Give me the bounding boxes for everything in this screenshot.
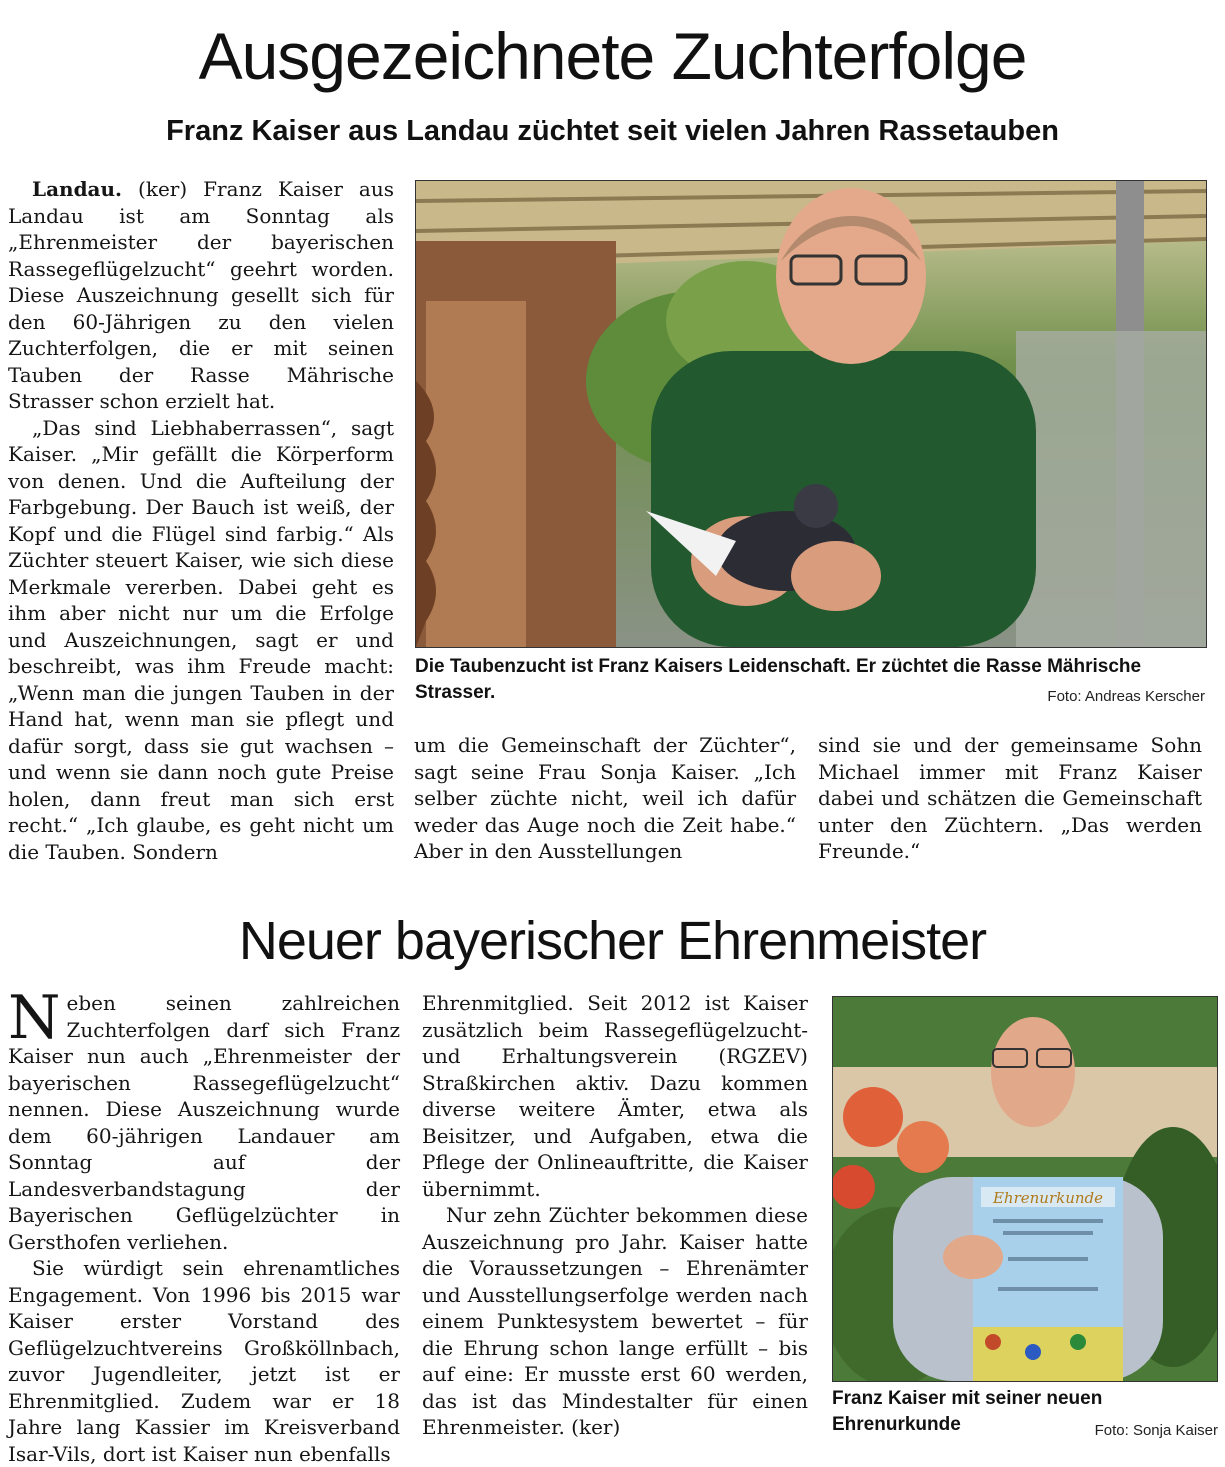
certificate-title: Ehrenurkunde <box>992 1189 1104 1207</box>
article2-photo <box>832 996 1218 1382</box>
article2-paragraph-3: Ehrenmitglied. Seit 2012 ist Kaiser zusätzlich beim Rassegeflügelzucht- und Erhaltungsverein (RGZEV) Straßkirchen aktiv. Dazu kommen diverse weitere Ämter, etwa als Beisitzer, und Aufgaben, etwa die Pflege der Onlineauftritte, die Kaiser übernimmt. <box>422 991 808 1201</box>
article1-column-1 <box>8 176 394 865</box>
article1-column-2 <box>414 732 796 865</box>
article2-headline: Neuer bayerischer Ehrenmeister <box>238 911 987 971</box>
pigeon-breeder-photo <box>416 181 1206 647</box>
certificate-holder-photo <box>833 997 1217 1381</box>
article2-column-2 <box>422 990 808 1441</box>
article2-paragraph-1: eben seinen zahlreichen Zuchterfolgen darf sich Franz Kaiser nun auch „Ehrenmeister der bayerischen Rassegeflügelzucht“ nennen. Diese Auszeichnung wurde dem 60-jährigen Landauer am Sonntag auf der Landesverbandstagung der Bayerischen Geflügelzüchter in Gersthofen verliehen. <box>8 991 400 1254</box>
article2-paragraph-2: Sie würdigt sein ehrenamtliches Engagement. Von 1996 bis 2015 war Kaiser erster Vorstand des Geflügelzuchtvereins Großköllnbach, zuvor Jugendleiter, jetzt ist er Ehrenmitglied. Zudem war er 18 Jahre lang Kassier im Kreisverband Isar-Vils, dort ist Kaiser nun ebenfalls <box>8 1256 400 1466</box>
article1-subheadline: Franz Kaiser aus Landau züchtet seit vielen Jahren Rassetauben <box>166 115 1059 147</box>
article1-photo <box>415 180 1207 648</box>
article1-paragraph-2: „Das sind Liebhaberrassen“, sagt Kaiser. „Mir gefällt die Körperform von denen. Und die Aufteilung der Farbgebung. Der Bauch ist weiß, der Kopf und die Flügel sind farbig.“ Als Züchter steuert Kaiser, wie sich diese Merkmale vererben. Dabei geht es ihm aber nicht nur um die Erfolge und Auszeichnungen, sagt er und beschreibt, was ihm Freude macht: „Wenn man die jungen Tauben in der Hand hat, wenn man sie pflegt und dafür sorgt, dass sie gut wachsen – und wenn sie dann noch gute Preise holen, dann freut man sich erst recht.“ „Ich glaube, es geht nicht um die Tauben. Sondern <box>8 415 394 864</box>
article1-photo-credit: Foto: Andreas Kerscher <box>1047 688 1205 705</box>
article2-photo-credit: Foto: Sonja Kaiser <box>1094 1422 1218 1439</box>
article2-signoff: (ker) <box>571 1415 621 1439</box>
article2-column-1 <box>8 983 400 1467</box>
article1-photo-caption: Die Taubenzucht ist Franz Kaisers Leidenschaft. Er züchtet die Rasse Mährische Strasser. <box>415 656 1142 703</box>
article1-dateline: Landau. <box>32 177 123 201</box>
article2-paragraph-4: Nur zehn Züchter bekommen diese Auszeichnung pro Jahr. Kaiser hatte die Voraussetzungen – Ehrenämter und Ausstellungserfolge werden nach einem Punktesystem bewertet – für die Ehrung schon lange erfüllt – bis auf eine: Er musste erst 60 werden, das ist das Mindestalter für einen Ehrenmeister. (ker) <box>422 1203 808 1439</box>
article2-dropcap: N <box>8 983 61 1053</box>
article1-paragraph-3: um die Gemeinschaft der Züchter“, sagt seine Frau Sonja Kaiser. „Ich selber züchte nicht, weil ich dafür weder das Auge noch die Zeit habe.“ Aber in den Ausstellungen <box>414 733 796 863</box>
article1-paragraph-4: sind sie und der gemeinsame Sohn Michael immer mit Franz Kaiser dabei und schätzen die Gemeinschaft unter den Züchtern. „Das werden Freunde.“ <box>818 733 1202 863</box>
article2-photo-caption: Franz Kaiser mit seiner neuen Ehrenurkunde <box>832 1388 1103 1435</box>
article1-paragraph-1: (ker) Franz Kaiser aus Landau ist am Sonntag als „Ehrenmeister der bayerischen Rassegeflügelzucht“ geehrt worden. Diese Auszeichnung gesellt sich für den 60-Jährigen zu den vielen Zuchterfolgen, die er mit seinen Tauben der Rasse Mährische Strasser schon erzielt hat. <box>8 177 394 413</box>
article1-column-3 <box>818 732 1202 865</box>
article1-headline: Ausgezeichnete Zuchterfolge <box>198 19 1027 93</box>
